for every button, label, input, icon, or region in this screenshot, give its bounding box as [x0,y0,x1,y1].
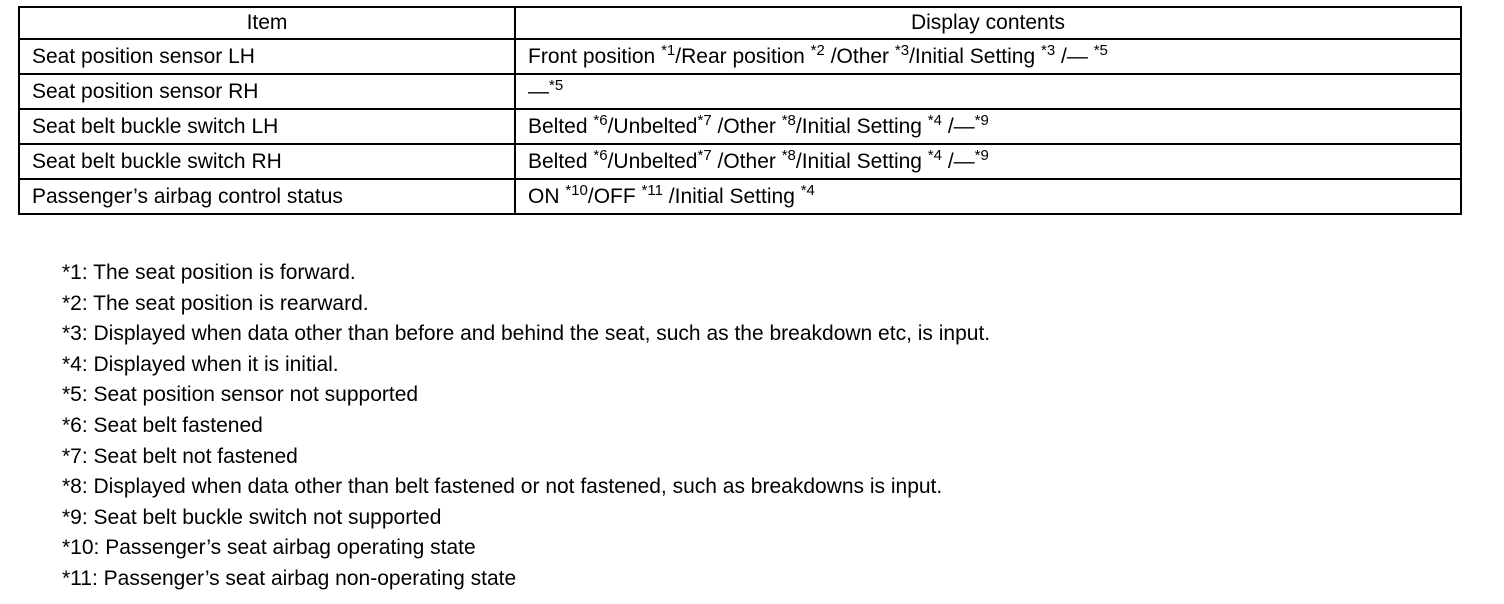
content-segment [711,147,796,173]
footnote-ref: *4 [927,112,942,129]
content-segment [607,147,712,173]
footnote-ref: *7 [697,147,712,164]
segment-text: /Unbelted [607,115,698,138]
segment-text: — [528,80,549,103]
table-row [19,74,1461,109]
header-display-contents: Display contents [515,7,1461,39]
segment-text: /OFF [587,185,642,208]
row-item: Seat position sensor RH [19,74,515,109]
footnote-ref: *3 [894,42,910,59]
footnote: *2: The seat position is rearward. [62,291,369,315]
segment-text: /Initial Setting [909,45,1041,68]
content-segment [662,182,815,208]
footnote: *4: Displayed when it is initial. [62,352,339,376]
content-segment [528,77,564,103]
footnote-ref: *9 [974,112,989,129]
content-segment [528,42,676,68]
segment-text: /Other [711,115,782,138]
content-segment [711,112,796,138]
content-segment [1055,42,1108,68]
footnote: *1: The seat position is forward. [62,261,356,284]
footnote-ref: *3 [1040,42,1056,59]
footnote: *7: Seat belt not fastened [62,444,298,468]
footnote-ref: *10 [565,182,588,199]
footnote-ref: *11 [641,182,663,199]
segment-text: /Initial Setting [795,115,928,138]
row-item: Seat position sensor LH [19,39,515,74]
table-row [19,179,1461,214]
row-content [515,179,1461,214]
table-row [19,144,1461,179]
footnote-ref: *4 [927,147,942,164]
row-content [515,39,1461,74]
content-segment [941,112,989,138]
footnote-ref: *7 [697,112,712,129]
segment-text: /Other [711,150,782,173]
content-segment [824,42,910,68]
segment-text: /— [941,150,975,173]
footnote-ref: *1 [661,42,676,59]
footnote: *11: Passenger’s seat airbag non-operating state [62,566,517,590]
content-segment [528,182,588,208]
footnote: *5: Seat position sensor not supported [62,383,419,407]
row-content [515,144,1461,179]
segment-text: ON [528,185,566,208]
table-header-row [19,7,1461,39]
footnote-ref: *6 [593,112,608,129]
footnote: *9: Seat belt buckle switch not supported [62,505,442,529]
footnote: *10: Passenger’s seat airbag operating state [62,536,476,560]
footnotes [62,258,990,595]
content-segment [587,182,663,208]
segment-text: /Unbelted [607,150,698,173]
content-segment [795,112,942,138]
segment-text: Belted [528,150,594,173]
footnote: *8: Displayed when data other than belt fastened or not fastened, such as breakdowns is input. [62,475,943,499]
row-content [515,74,1461,109]
segment-text: /Initial Setting [662,185,801,208]
row-item: Seat belt buckle switch RH [19,144,515,179]
segment-text: /— [941,115,975,138]
content-segment [675,42,825,68]
footnote-ref: *4 [800,182,815,199]
table-row [19,109,1461,144]
content-segment [941,147,989,173]
row-content [515,109,1461,144]
row-item: Seat belt buckle switch LH [19,109,515,144]
content-segment [795,147,942,173]
footnote-ref: *5 [549,77,564,94]
segment-text: /— [1055,45,1094,68]
display-contents-table [18,6,1462,215]
footnote-ref: *8 [781,112,796,129]
footnote: *3: Displayed when data other than before and behind the seat, such as the breakdown etc, is input. [62,322,991,346]
row-item: Passenger’s airbag control status [19,179,515,214]
content-segment [528,112,608,138]
segment-text: Front position [528,45,662,68]
content-segment [528,147,608,173]
footnote-ref: *6 [593,147,608,164]
footnote-ref: *9 [974,147,989,164]
footnote: *6: Seat belt fastened [62,413,263,437]
content-segment [607,112,712,138]
footnote-ref: *8 [781,147,796,164]
content-segment [909,42,1056,68]
segment-text: /Other [824,45,895,68]
footnote-ref: *5 [1093,42,1108,59]
header-item: Item [19,7,515,39]
segment-text: /Initial Setting [795,150,928,173]
segment-text: Belted [528,115,594,138]
footnote-ref: *2 [810,42,825,59]
table-row [19,39,1461,74]
segment-text: /Rear position [675,45,811,68]
